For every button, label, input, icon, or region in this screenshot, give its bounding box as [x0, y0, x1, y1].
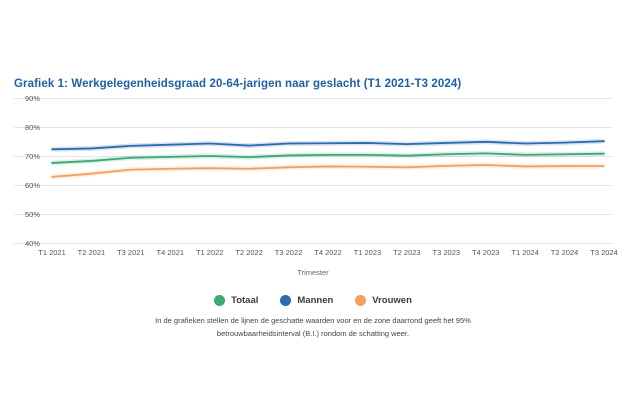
- x-axis-tick-label: T4 2023: [471, 248, 500, 257]
- gridline: [14, 243, 612, 244]
- x-axis-tick-label: T2 2024: [550, 248, 579, 257]
- y-axis-tick-label: 50%: [24, 210, 40, 219]
- x-axis-tick-label: T3 2021: [117, 248, 145, 257]
- y-axis-tick-label: 60%: [24, 181, 40, 190]
- legend-item[interactable]: [214, 295, 258, 306]
- footnote-line-1: In de grafieken stellen de lijnen de geschatte waarden voor en de zone daarrond geeft het 95%: [155, 316, 471, 325]
- x-axis-tick-label: T3 2024: [590, 248, 618, 257]
- x-axis-tick-label: T1 2022: [195, 248, 224, 257]
- legend-item[interactable]: [355, 295, 412, 306]
- y-axis-tick-label: 70%: [24, 152, 40, 161]
- x-axis-tick-label: T2 2022: [235, 248, 263, 257]
- footnote-line-2: betrouwbaarheidsinterval (B.I.) rondom de schatting weer.: [216, 329, 410, 338]
- x-axis-tick-label: T1 2021: [38, 248, 66, 257]
- legend-marker-icon: [355, 295, 366, 306]
- confidence-band: [52, 163, 604, 180]
- y-axis-tick-label: 80%: [24, 123, 40, 132]
- x-axis-tick-label: T3 2023: [432, 248, 461, 257]
- x-axis-title: Trimester: [297, 268, 329, 277]
- chart-footnote: [0, 314, 626, 340]
- legend-marker-icon: [214, 295, 225, 306]
- x-axis-tick-label: T1 2024: [511, 248, 539, 257]
- x-axis-tick-label: T4 2022: [314, 248, 342, 257]
- series-line: [52, 153, 604, 163]
- legend-item-label: Totaal: [231, 295, 259, 306]
- legend-item-label: Vrouwen: [372, 295, 412, 306]
- x-axis-labels: [38, 248, 618, 260]
- chart-legend: [0, 295, 626, 306]
- x-axis-tick-label: T2 2021: [77, 248, 106, 257]
- legend-marker-icon: [280, 295, 291, 306]
- legend-item[interactable]: [280, 295, 333, 306]
- y-axis-tick-label: 90%: [24, 94, 40, 103]
- x-axis-tick-label: T3 2022: [274, 248, 303, 257]
- plot-area: [14, 94, 612, 248]
- x-axis-tick-label: T1 2023: [353, 248, 382, 257]
- x-axis-tick-label: T2 2023: [393, 248, 421, 257]
- y-axis-tick-label: 40%: [24, 239, 40, 248]
- line-chart-svg: [44, 98, 612, 243]
- x-axis-tick-label: T4 2021: [156, 248, 185, 257]
- page-title: Grafiek 1: Werkgelegenheidsgraad 20-64-jarigen naar geslacht (T1 2021-T3 2024): [14, 78, 462, 90]
- series-lines: [44, 98, 612, 243]
- legend-item-label: Mannen: [297, 295, 334, 306]
